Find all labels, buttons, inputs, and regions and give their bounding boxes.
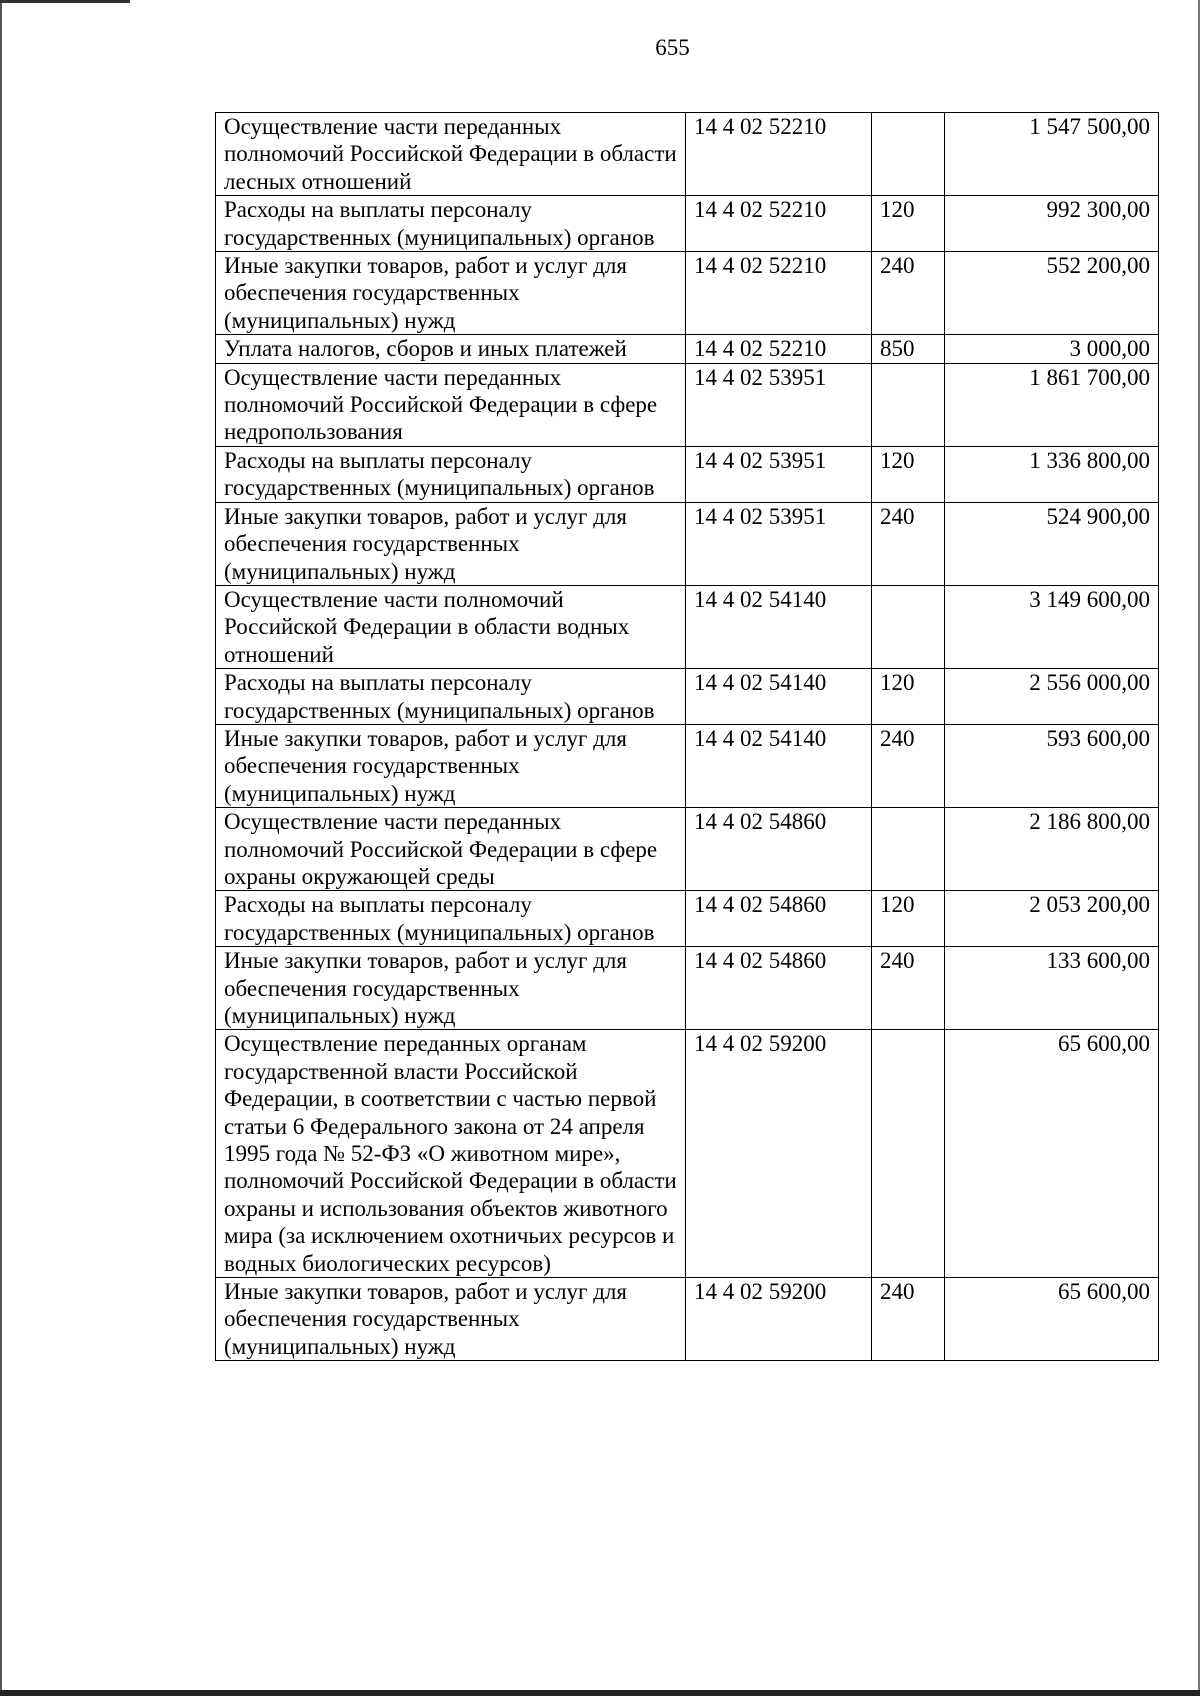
- budget-table-body: [216, 113, 1159, 1361]
- budget-table: [215, 112, 1159, 1361]
- row-code: 14 4 02 54140: [686, 724, 872, 807]
- row-sum: 3 149 600,00: [945, 585, 1159, 668]
- table-row: [216, 446, 1159, 502]
- row-name: Иные закупки товаров, работ и услуг для обеспечения государственных (муниципальных) нужд: [216, 502, 686, 585]
- row-sum: 2 556 000,00: [945, 669, 1159, 725]
- row-sum: 133 600,00: [945, 947, 1159, 1030]
- table-row: [216, 1278, 1159, 1361]
- table-row: [216, 363, 1159, 446]
- row-code: 14 4 02 53951: [686, 502, 872, 585]
- row-type: [872, 113, 945, 196]
- table-row: [216, 113, 1159, 196]
- row-sum: 593 600,00: [945, 724, 1159, 807]
- row-name: Уплата налогов, сборов и иных платежей: [216, 335, 686, 363]
- row-name: Расходы на выплаты персоналу государственных (муниципальных) органов: [216, 446, 686, 502]
- row-code: 14 4 02 52210: [686, 113, 872, 196]
- row-code: 14 4 02 54860: [686, 947, 872, 1030]
- table-row: [216, 252, 1159, 335]
- row-sum: 1 861 700,00: [945, 363, 1159, 446]
- row-type: 850: [872, 335, 945, 363]
- row-sum: 2 053 200,00: [945, 891, 1159, 947]
- row-type: 240: [872, 502, 945, 585]
- row-sum: 65 600,00: [945, 1278, 1159, 1361]
- table-row: [216, 891, 1159, 947]
- row-sum: 992 300,00: [945, 196, 1159, 252]
- row-name: Осуществление части переданных полномочий Российской Федерации в сфере недропользования: [216, 363, 686, 446]
- table-row: [216, 724, 1159, 807]
- row-name: Осуществление части полномочий Российской Федерации в области водных отношений: [216, 585, 686, 668]
- row-name: Осуществление части переданных полномочий Российской Федерации в области лесных отношений: [216, 113, 686, 196]
- scan-edge-left: [0, 0, 2, 1696]
- page-number: 655: [655, 35, 690, 60]
- row-type: 120: [872, 446, 945, 502]
- row-sum: 1 336 800,00: [945, 446, 1159, 502]
- table-row: [216, 196, 1159, 252]
- row-code: 14 4 02 54860: [686, 808, 872, 891]
- row-code: 14 4 02 59200: [686, 1278, 872, 1361]
- row-code: 14 4 02 52210: [686, 335, 872, 363]
- row-type: 120: [872, 891, 945, 947]
- row-code: 14 4 02 54140: [686, 669, 872, 725]
- row-type: [872, 1030, 945, 1278]
- row-type: [872, 363, 945, 446]
- row-name: Расходы на выплаты персоналу государственных (муниципальных) органов: [216, 891, 686, 947]
- table-row: [216, 585, 1159, 668]
- row-code: 14 4 02 54860: [686, 891, 872, 947]
- row-name: Иные закупки товаров, работ и услуг для обеспечения государственных (муниципальных) нужд: [216, 1278, 686, 1361]
- row-code: 14 4 02 59200: [686, 1030, 872, 1278]
- row-sum: 2 186 800,00: [945, 808, 1159, 891]
- row-name: Осуществление переданных органам государственной власти Российской Федерации, в соответствии с частью первой статьи 6 Федерального закона от 24 апреля 1995 года № 52-ФЗ «О животном мире», полномочий Российской Федерации в области охраны и использования объектов животного мира (за исключением охотничьих ресурсов и водных биологических ресурсов): [216, 1030, 686, 1278]
- row-name: Иные закупки товаров, работ и услуг для обеспечения государственных (муниципальных) нужд: [216, 724, 686, 807]
- row-name: Иные закупки товаров, работ и услуг для обеспечения государственных (муниципальных) нужд: [216, 252, 686, 335]
- row-code: 14 4 02 53951: [686, 446, 872, 502]
- table-row: [216, 808, 1159, 891]
- row-sum: 3 000,00: [945, 335, 1159, 363]
- scan-edge-bottom: [0, 1690, 1200, 1696]
- row-sum: 552 200,00: [945, 252, 1159, 335]
- row-type: 120: [872, 196, 945, 252]
- table-row: [216, 502, 1159, 585]
- row-code: 14 4 02 52210: [686, 252, 872, 335]
- row-code: 14 4 02 52210: [686, 196, 872, 252]
- row-name: Иные закупки товаров, работ и услуг для обеспечения государственных (муниципальных) нужд: [216, 947, 686, 1030]
- row-type: 240: [872, 947, 945, 1030]
- row-code: 14 4 02 53951: [686, 363, 872, 446]
- table-row: [216, 335, 1159, 363]
- table-row: [216, 947, 1159, 1030]
- row-code: 14 4 02 54140: [686, 585, 872, 668]
- row-name: Осуществление части переданных полномочий Российской Федерации в сфере охраны окружающей среды: [216, 808, 686, 891]
- table-row: [216, 1030, 1159, 1278]
- row-type: 240: [872, 724, 945, 807]
- row-type: 240: [872, 252, 945, 335]
- row-type: 240: [872, 1278, 945, 1361]
- row-type: [872, 808, 945, 891]
- row-type: [872, 585, 945, 668]
- row-sum: 524 900,00: [945, 502, 1159, 585]
- scan-edge-top: [0, 0, 130, 3]
- row-name: Расходы на выплаты персоналу государственных (муниципальных) органов: [216, 196, 686, 252]
- row-type: 120: [872, 669, 945, 725]
- row-sum: 65 600,00: [945, 1030, 1159, 1278]
- table-row: [216, 669, 1159, 725]
- row-sum: 1 547 500,00: [945, 113, 1159, 196]
- row-name: Расходы на выплаты персоналу государственных (муниципальных) органов: [216, 669, 686, 725]
